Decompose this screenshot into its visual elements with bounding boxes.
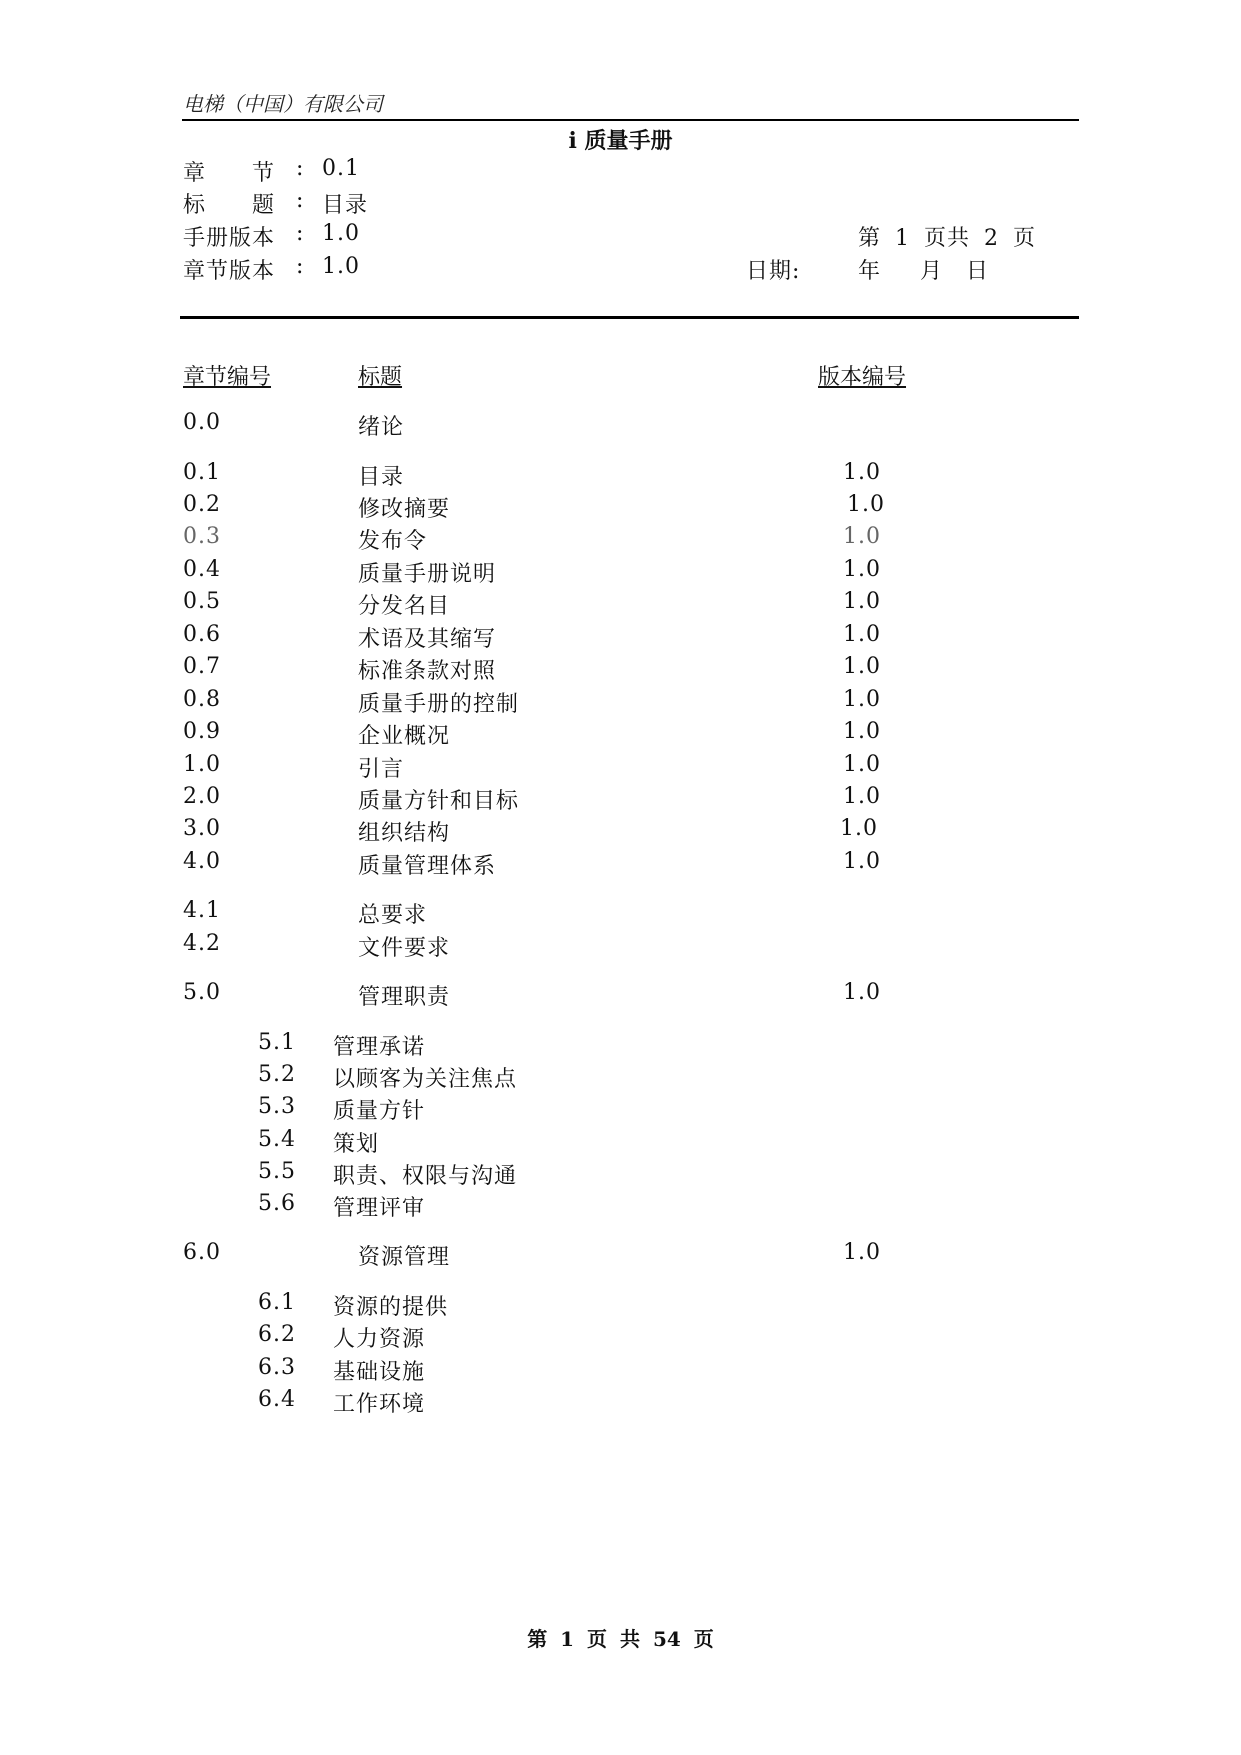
toc-row-number: 5.2	[258, 1062, 296, 1087]
toc-row-number: 0.0	[183, 410, 221, 435]
toc-row-title: 职责、权限与沟通	[333, 1164, 518, 1189]
toc-row-number: 2.0	[183, 784, 221, 809]
toc-row-title: 绪论	[358, 415, 405, 440]
toc-row-number: 5.1	[258, 1030, 296, 1055]
toc-row-number: 4.1	[183, 898, 221, 923]
toc-row-number: 0.2	[183, 492, 221, 517]
toc-row-number: 0.5	[183, 589, 221, 614]
toc-row-title: 引言	[358, 757, 405, 782]
toc-row-title: 质量手册的控制	[358, 692, 520, 717]
manual-version-value: 1.0	[322, 221, 360, 246]
toc-row-title: 组织结构	[358, 821, 451, 846]
page-footer: 第 1 页 共 54 页	[527, 1627, 714, 1651]
toc-row-number: 0.4	[183, 557, 221, 582]
toc-row-number: 0.6	[183, 622, 221, 647]
toc-row-title: 策划	[333, 1132, 380, 1157]
toc-row-number: 0.9	[183, 719, 221, 744]
toc-row-title: 资源的提供	[333, 1295, 449, 1320]
chapter-version-label: 章节版本	[183, 259, 276, 284]
toc-row-title: 管理职责	[358, 985, 451, 1010]
toc-row-title: 文件要求	[358, 936, 451, 961]
toc-row-title: 以顾客为关注焦点	[333, 1067, 518, 1092]
toc-row-title: 质量管理体系	[358, 854, 497, 879]
company-name: 电梯（中国）有限公司	[183, 92, 383, 116]
toc-row-title: 质量手册说明	[358, 562, 497, 587]
toc-row-number: 5.4	[258, 1127, 296, 1152]
toc-row-number: 6.4	[258, 1387, 296, 1412]
toc-row-number: 6.3	[258, 1355, 296, 1380]
toc-row-number: 3.0	[183, 816, 221, 841]
section-label: 章 节	[183, 161, 276, 186]
toc-header-title: 标题	[358, 365, 403, 390]
toc-row-version: 1.0	[843, 589, 881, 614]
manual-version-label: 手册版本	[183, 226, 276, 251]
toc-row-version: 1.0	[840, 816, 878, 841]
toc-row-version: 1.0	[843, 980, 881, 1005]
manual-version-colon: :	[296, 221, 305, 246]
chapter-version-value: 1.0	[322, 254, 360, 279]
toc-header-number: 章节编号	[183, 365, 272, 390]
toc-row-version: 1.0	[843, 460, 881, 485]
toc-row-version: 1.0	[843, 557, 881, 582]
toc-row-title: 总要求	[358, 903, 428, 928]
toc-row-version: 1.0	[843, 719, 881, 744]
toc-row-number: 6.1	[258, 1290, 296, 1315]
date-value: 年 月 日	[858, 259, 989, 284]
toc-row-title: 工作环境	[333, 1392, 426, 1417]
toc-row-title: 人力资源	[333, 1327, 426, 1352]
toc-row-title: 管理承诺	[333, 1035, 426, 1060]
toc-row-number: 4.2	[183, 931, 221, 956]
title-colon: :	[296, 188, 305, 213]
toc-row-number: 5.5	[258, 1159, 296, 1184]
title-value: 目录	[322, 193, 369, 218]
toc-row-title: 质量方针	[333, 1099, 426, 1124]
toc-row-number: 0.1	[183, 460, 221, 485]
page-info: 第 1 页共 2 页	[858, 226, 1036, 251]
toc-row-title: 修改摘要	[358, 497, 451, 522]
toc-row-title: 分发名目	[358, 594, 451, 619]
toc-row-version: 1.0	[843, 622, 881, 647]
toc-row-title: 管理评审	[333, 1196, 426, 1221]
toc-row-number: 5.0	[183, 980, 221, 1005]
toc-row-number: 6.2	[258, 1322, 296, 1347]
toc-row-number: 0.8	[183, 687, 221, 712]
toc-row-title: 资源管理	[358, 1245, 451, 1270]
toc-row-title: 术语及其缩写	[358, 627, 497, 652]
toc-row-version: 1.0	[843, 654, 881, 679]
toc-row-title: 质量方针和目标	[358, 789, 520, 814]
toc-row-version: 1.0	[847, 492, 885, 517]
toc-row-title: 目录	[358, 465, 405, 490]
section-colon: :	[296, 156, 305, 181]
title-label: 标 题	[183, 193, 276, 218]
toc-row-number: 4.0	[183, 849, 221, 874]
toc-row-number: 1.0	[183, 752, 221, 777]
chapter-version-colon: :	[296, 254, 305, 279]
date-label: 日期:	[746, 259, 801, 284]
section-value: 0.1	[322, 156, 360, 181]
document-title: i 质量手册	[568, 128, 673, 154]
toc-row-number: 0.3	[183, 524, 221, 549]
toc-row-version: 1.0	[843, 1240, 881, 1265]
toc-row-version: 1.0	[843, 849, 881, 874]
section-divider	[180, 316, 1079, 319]
toc-row-version: 1.0	[843, 784, 881, 809]
toc-row-version: 1.0	[843, 524, 881, 549]
toc-row-title: 基础设施	[333, 1360, 426, 1385]
toc-header-version: 版本编号	[818, 365, 907, 390]
toc-row-version: 1.0	[843, 752, 881, 777]
toc-row-title: 发布令	[358, 529, 428, 554]
toc-row-number: 5.6	[258, 1191, 296, 1216]
toc-row-version: 1.0	[843, 687, 881, 712]
toc-row-number: 0.7	[183, 654, 221, 679]
header-divider	[182, 119, 1079, 121]
toc-row-title: 标准条款对照	[358, 659, 497, 684]
toc-row-number: 6.0	[183, 1240, 221, 1265]
toc-row-title: 企业概况	[358, 724, 451, 749]
toc-row-number: 5.3	[258, 1094, 296, 1119]
